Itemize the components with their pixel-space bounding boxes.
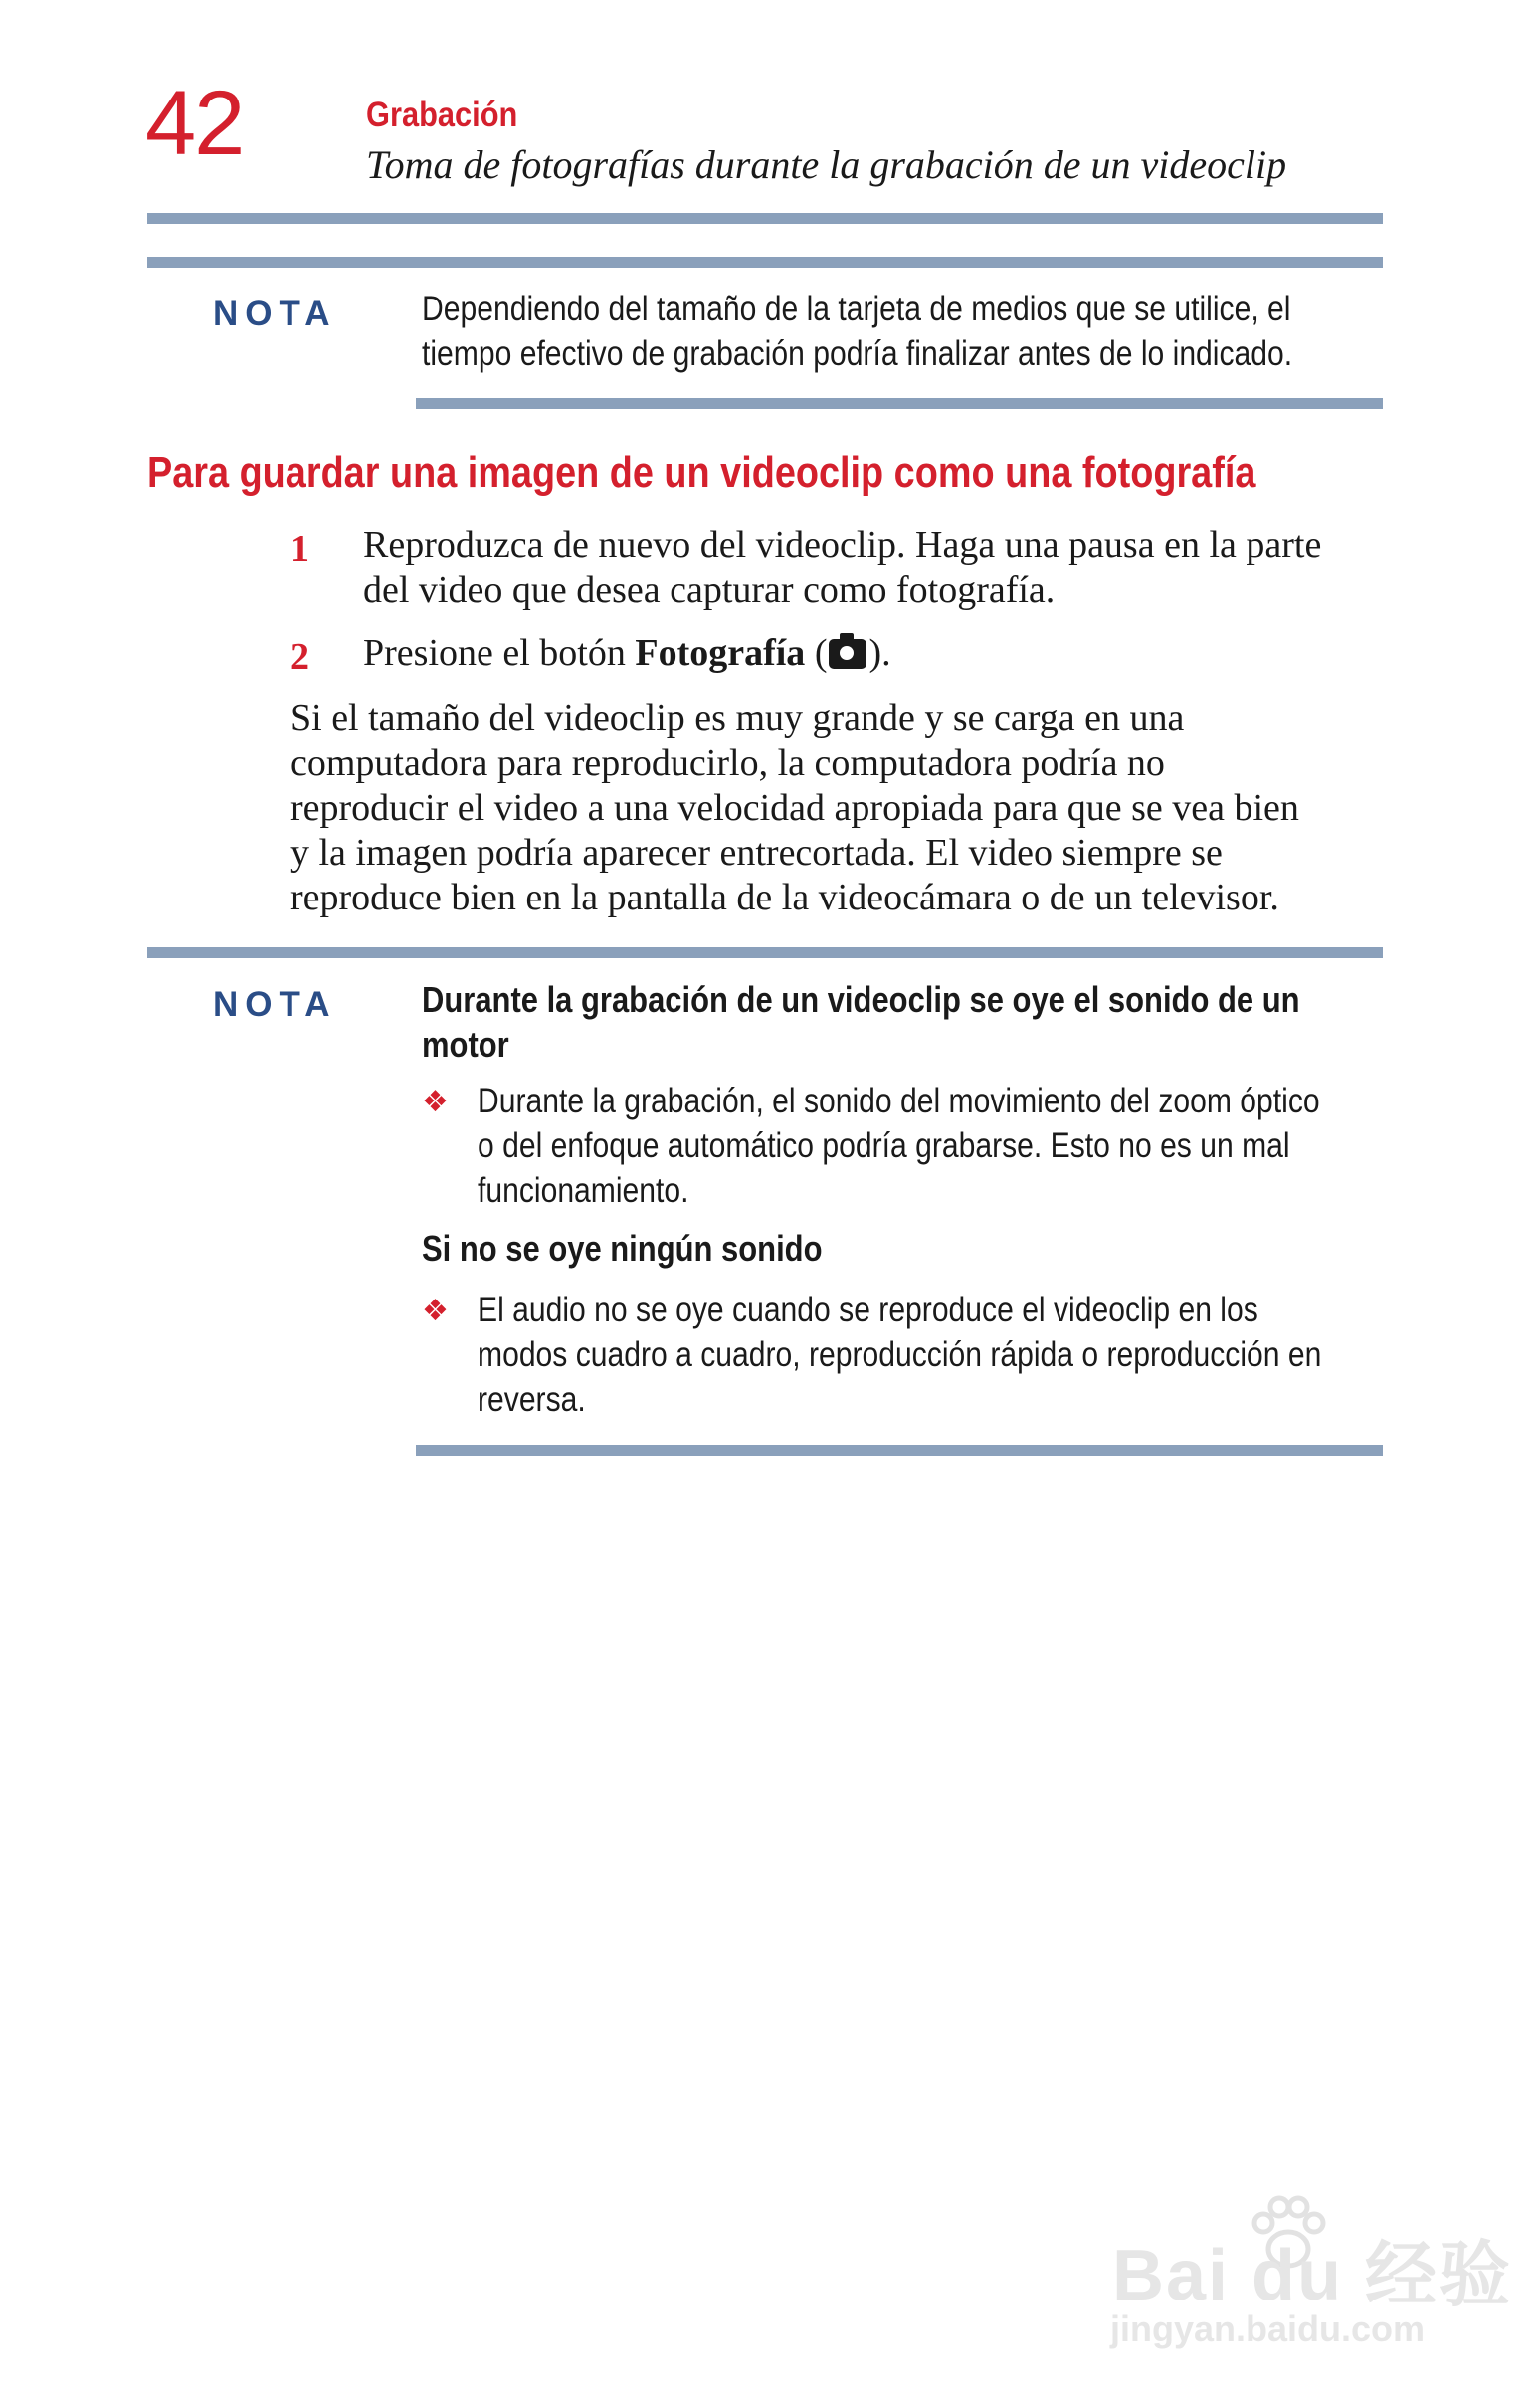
paragraph-line: y la imagen podría aparecer entrecortada. El video siempre se xyxy=(290,832,1223,874)
note1-top-rule xyxy=(147,257,1383,268)
step-open-paren: ( xyxy=(805,632,828,674)
note1-line: Dependiendo del tamaño de la tarjeta de medios que se utilice, el xyxy=(422,290,1291,328)
note1-label: NOTA xyxy=(213,295,337,333)
note2-top-rule xyxy=(147,947,1383,958)
watermark-url: jingyan.baidu.com xyxy=(1110,2308,1426,2349)
diamond-bullet-icon: ❖ xyxy=(422,1085,449,1119)
note2-bullet1 xyxy=(478,1079,1385,1213)
bullet-line: funcionamiento. xyxy=(478,1171,689,1210)
diamond-bullet-icon: ❖ xyxy=(422,1294,449,1328)
note2-label: NOTA xyxy=(213,985,337,1024)
note2-heading-line: Durante la grabación de un videoclip se oye el sonido de un xyxy=(422,979,1300,1020)
bullet-line: modos cuadro a cuadro, reproducción rápida o reproducción en xyxy=(478,1335,1322,1374)
note2-heading-line: motor xyxy=(422,1024,509,1065)
body-paragraph xyxy=(290,697,1385,920)
photo-button-label: Fotografía xyxy=(635,632,806,674)
step-prefix: Presione el botón xyxy=(363,632,636,674)
page-number: 42 xyxy=(145,73,244,174)
note1-line: tiempo efectivo de grabación podría finalizar antes de lo indicado. xyxy=(422,334,1293,373)
step-number: 2 xyxy=(290,636,309,678)
note2-heading xyxy=(422,977,1380,1067)
paragraph-line: reproduce bien en la pantalla de la videocámara o de un televisor. xyxy=(290,877,1279,918)
camera-icon xyxy=(829,639,866,669)
section-label: Grabación xyxy=(366,96,518,134)
page-subtitle: Toma de fotografías durante la grabación de un videoclip xyxy=(366,142,1287,187)
paragraph-line: Si el tamaño del videoclip es muy grande y se carga en una xyxy=(290,698,1185,739)
note2-subheading: Si no se oye ningún sonido xyxy=(422,1228,823,1269)
step-close-paren: ). xyxy=(868,632,891,674)
note2-bullet2 xyxy=(478,1288,1385,1422)
bullet-line: reversa. xyxy=(478,1380,586,1419)
paragraph-line: reproducir el video a una velocidad apropiada para que se vea bien xyxy=(290,787,1299,829)
bullet-line: El audio no se oye cuando se reproduce el videoclip en los xyxy=(478,1291,1258,1329)
note1-text xyxy=(422,287,1380,376)
step-line: Reproduzca de nuevo del videoclip. Haga una pausa en la parte xyxy=(363,524,1322,566)
section-title: Para guardar una imagen de un videoclip como una fotografía xyxy=(147,448,1256,497)
watermark-logo: Bai du 经验 xyxy=(1112,2236,1513,2315)
note2-bottom-rule xyxy=(416,1445,1383,1456)
note1-bottom-rule xyxy=(416,398,1383,409)
bullet-line: o del enfoque automático podría grabarse. Esto no es un mal xyxy=(478,1126,1290,1165)
header-rule xyxy=(147,213,1383,224)
bullet-line: Durante la grabación, el sonido del movimiento del zoom óptico xyxy=(478,1082,1320,1120)
step-text xyxy=(363,631,891,676)
step-text xyxy=(363,523,1388,613)
step-line: del video que desea capturar como fotografía. xyxy=(363,569,1056,611)
paragraph-line: computadora para reproducirlo, la computadora podría no xyxy=(290,742,1165,784)
step-number: 1 xyxy=(290,528,309,570)
